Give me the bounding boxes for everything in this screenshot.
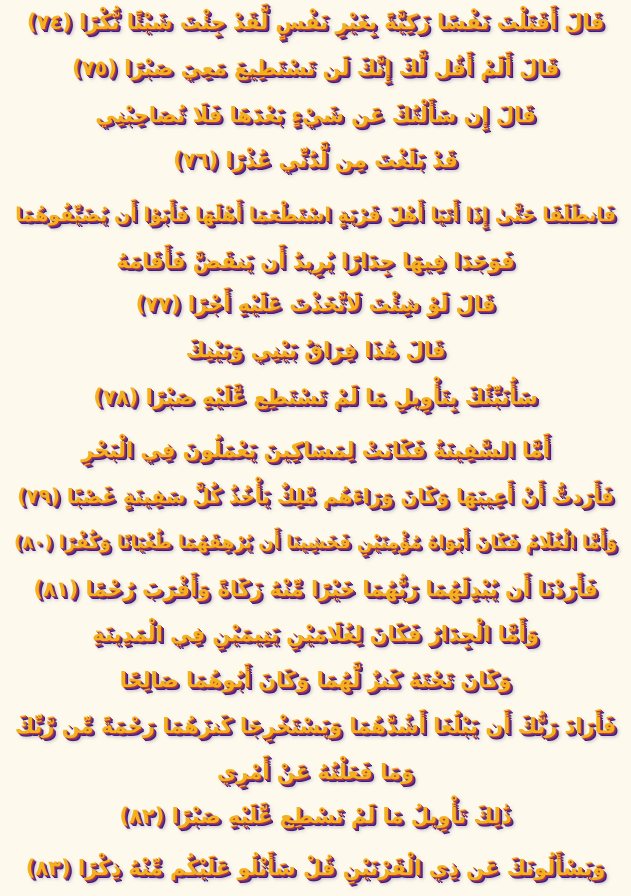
verse-line: ذَٰلِكَ تَأْوِيلُ مَا لَمْ تَسْطِع عَّلَيْهِ صَبْرًا (٨٢) (119, 804, 512, 828)
verse-line: فَأَرَدْنَا أَن يُبْدِلَهُمَا رَبُّهُمَا خَيْرًا مِّنْهُ زَكَاةً وَأَقْرَبَ رُحْمًا (٨١) (33, 577, 598, 601)
verse-line: قَالَ هَٰذَا فِرَاقُ بَيْنِي وَبَيْنِكَ (185, 338, 446, 362)
verse-line: قَالَ لَوْ شِئْتَ لَاتَّخَذْتَ عَلَيْهِ أَجْرًا (٧٧) (135, 292, 496, 316)
verse-line: وَأَمَّا الْغُلَامُ فَكَانَ أَبَوَاهُ مُؤْمِنَيْنِ فَخَشِينَا أَن يُرْهِقَهُمَا طُغْيَانًا وَكُفْرًا (٨٠) (13, 532, 618, 553)
verse-line: قَالَ أَقَتَلْتَ نَفْسًا زَكِيَّةً بِغَيْرِ نَفْسٍ لَّقَدْ جِئْتَ شَيْئًا نُّكْرًا (٧٤) (26, 10, 605, 34)
verse-line: قَالَ إِن سَأَلْتُكَ عَن شَيْءٍ بَعْدَهَا فَلَا تُصَاحِبْنِي (95, 103, 536, 127)
verse-line: وَكَانَ تَحْتَهُ كَنزٌ لَّهُمَا وَكَانَ أَبُوهُمَا صَالِحًا (119, 668, 512, 692)
verse-line: قَالَ أَلَمْ أَقُل لَّكَ إِنَّكَ لَن تَسْتَطِيعَ مَعِيَ صَبْرًا (٧٥) (71, 56, 560, 80)
verse-line: وَمَا فَعَلْتُهُ عَنْ أَمْرِي (216, 760, 415, 784)
verse-line: فَأَرَادَ رَبُّكَ أَن يَبْلُغَا أَشُدَّهُمَا وَيَسْتَخْرِجَا كَنزَهُمَا رَحْمَةً مِّن رَّبِّكَ (14, 714, 617, 738)
verse-line: سَأُنَبِّئُكَ بِتَأْوِيلِ مَا لَمْ تَسْتَطِع عَّلَيْهِ صَبْرًا (٧٨) (93, 385, 538, 409)
verse-line: فَأَرَدتُّ أَنْ أَعِيبَهَا وَكَانَ وَرَاءَهُم مَّلِكٌ يَأْخُذُ كُلَّ سَفِينَةٍ غَصْبًا (٧٩) (17, 484, 614, 508)
verse-line: وَأَمَّا الْجِدَارُ فَكَانَ لِغُلَامَيْنِ يَتِيمَيْنِ فِي الْمَدِينَةِ (92, 622, 539, 646)
verse-line: أَمَّا السَّفِينَةُ فَكَانَتْ لِمَسَاكِينَ يَعْمَلُونَ فِي الْبَحْرِ (81, 438, 550, 462)
verse-line: فَانطَلَقَا حَتَّىٰ إِذَا أَتَيَا أَهْلَ قَرْيَةٍ اسْتَطْعَمَا أَهْلَهَا فَأَبَوْا أَن يُضَيِّفُوهُمَا (15, 204, 616, 226)
verse-line: فَوَجَدَا فِيهَا جِدَارًا يُرِيدُ أَن يَنقَضَّ فَأَقَامَهُ (116, 249, 515, 273)
verse-line: قَدْ بَلَغْتَ مِن لَّدُنِّي عُذْرًا (٧٦) (173, 148, 458, 172)
verse-line: وَيَسْأَلُونَكَ عَن ذِي الْقَرْنَيْنِ قُلْ سَأَتْلُو عَلَيْكُم مِّنْهُ ذِكْرًا (٨٣) (25, 856, 606, 880)
